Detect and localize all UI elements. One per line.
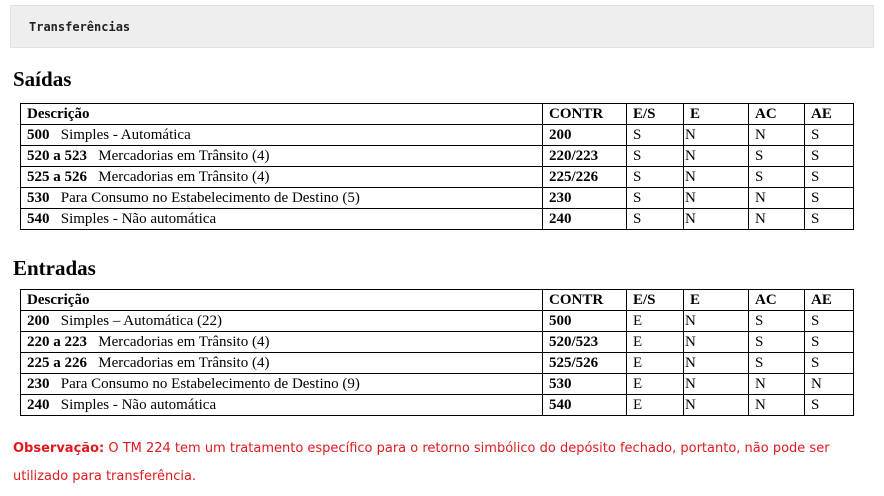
table-row [21,353,854,374]
cell-es: E [627,353,684,374]
cell-contr: 540 [543,395,627,416]
col-header-contr: CONTR [543,290,627,311]
row-code: 220 a 223 [27,333,87,350]
row-code: 200 [27,312,50,329]
col-header-descricao: Descrição [21,104,543,125]
cell-es: E [627,374,684,395]
row-code: 525 a 526 [27,168,87,185]
cell-e: N [684,353,749,374]
table-entradas [20,289,854,416]
cell-descricao [21,125,543,146]
cell-e: N [684,146,749,167]
cell-es: S [627,125,684,146]
col-header-es: E/S [627,290,684,311]
row-description: Mercadorias em Trânsito (4) [98,168,270,185]
cell-descricao [21,209,543,230]
cell-descricao [21,188,543,209]
header-title: Transferências [29,20,131,34]
cell-ac: S [749,146,805,167]
cell-contr: 230 [543,188,627,209]
row-description: Mercadorias em Trânsito (4) [98,147,270,164]
row-description: Simples – Automática (22) [60,312,222,329]
note-text: O TM 224 tem um tratamento específico para o retorno simbólico do depósito fechado, portanto, não pode ser utilizado para transferência. [13,441,830,484]
cell-ae: S [805,311,854,332]
col-header-ae: AE [805,104,854,125]
table-row [21,209,854,230]
cell-ac: N [749,125,805,146]
cell-e: N [684,395,749,416]
section-header-bar [10,5,874,48]
cell-e: N [684,167,749,188]
cell-descricao [21,146,543,167]
cell-descricao [21,353,543,374]
cell-ae: S [805,188,854,209]
cell-e: N [684,188,749,209]
table-row [21,374,854,395]
cell-es: S [627,146,684,167]
cell-e: N [684,374,749,395]
cell-contr: 240 [543,209,627,230]
cell-es: E [627,395,684,416]
cell-ac: N [749,374,805,395]
cell-ae: S [805,167,854,188]
table-header-row [21,290,854,311]
col-header-contr: CONTR [543,104,627,125]
row-code: 230 [27,375,50,392]
cell-ac: N [749,188,805,209]
row-code: 540 [27,210,50,227]
col-header-descricao: Descrição [21,290,543,311]
cell-ac: N [749,209,805,230]
cell-es: S [627,167,684,188]
col-header-ae: AE [805,290,854,311]
cell-ae: S [805,209,854,230]
cell-contr: 220/223 [543,146,627,167]
cell-es: E [627,311,684,332]
col-header-e: E [684,104,749,125]
cell-e: N [684,332,749,353]
section-title-saidas: Saídas [13,67,72,91]
cell-contr: 500 [543,311,627,332]
cell-e: N [684,311,749,332]
row-description: Mercadorias em Trânsito (4) [98,333,270,350]
cell-contr: 225/226 [543,167,627,188]
cell-ae: S [805,125,854,146]
table-row [21,188,854,209]
cell-ac: S [749,353,805,374]
table-row [21,125,854,146]
cell-descricao [21,332,543,353]
table-row [21,311,854,332]
cell-ae: S [805,332,854,353]
cell-ae: N [805,374,854,395]
cell-e: N [684,209,749,230]
row-code: 225 a 226 [27,354,87,371]
cell-ae: S [805,146,854,167]
table-saidas [20,103,854,230]
observation-note [13,435,883,491]
row-code: 530 [27,189,50,206]
cell-descricao [21,167,543,188]
cell-e: N [684,125,749,146]
row-description: Simples - Não automática [60,396,217,413]
row-description: Simples - Não automática [60,210,217,227]
row-description: Para Consumo no Estabelecimento de Destino (9) [60,375,360,392]
row-code: 520 a 523 [27,147,87,164]
cell-es: E [627,332,684,353]
cell-ac: N [749,395,805,416]
cell-ac: S [749,311,805,332]
row-code: 240 [27,396,50,413]
col-header-es: E/S [627,104,684,125]
note-label: Observação: [13,441,105,456]
cell-contr: 200 [543,125,627,146]
row-description: Para Consumo no Estabelecimento de Destino (5) [60,189,360,206]
cell-ae: S [805,395,854,416]
table-row [21,167,854,188]
section-title-entradas: Entradas [13,256,96,280]
cell-ac: S [749,332,805,353]
row-description: Simples - Automática [60,126,191,143]
table-row [21,332,854,353]
table-header-row [21,104,854,125]
row-code: 500 [27,126,50,143]
table-row [21,146,854,167]
cell-descricao [21,395,543,416]
cell-ae: S [805,353,854,374]
cell-descricao [21,374,543,395]
cell-descricao [21,311,543,332]
cell-contr: 520/523 [543,332,627,353]
cell-contr: 525/526 [543,353,627,374]
row-description: Mercadorias em Trânsito (4) [98,354,270,371]
cell-ac: S [749,167,805,188]
col-header-e: E [684,290,749,311]
cell-contr: 530 [543,374,627,395]
col-header-ac: AC [749,290,805,311]
cell-es: S [627,188,684,209]
cell-es: S [627,209,684,230]
col-header-ac: AC [749,104,805,125]
table-row [21,395,854,416]
